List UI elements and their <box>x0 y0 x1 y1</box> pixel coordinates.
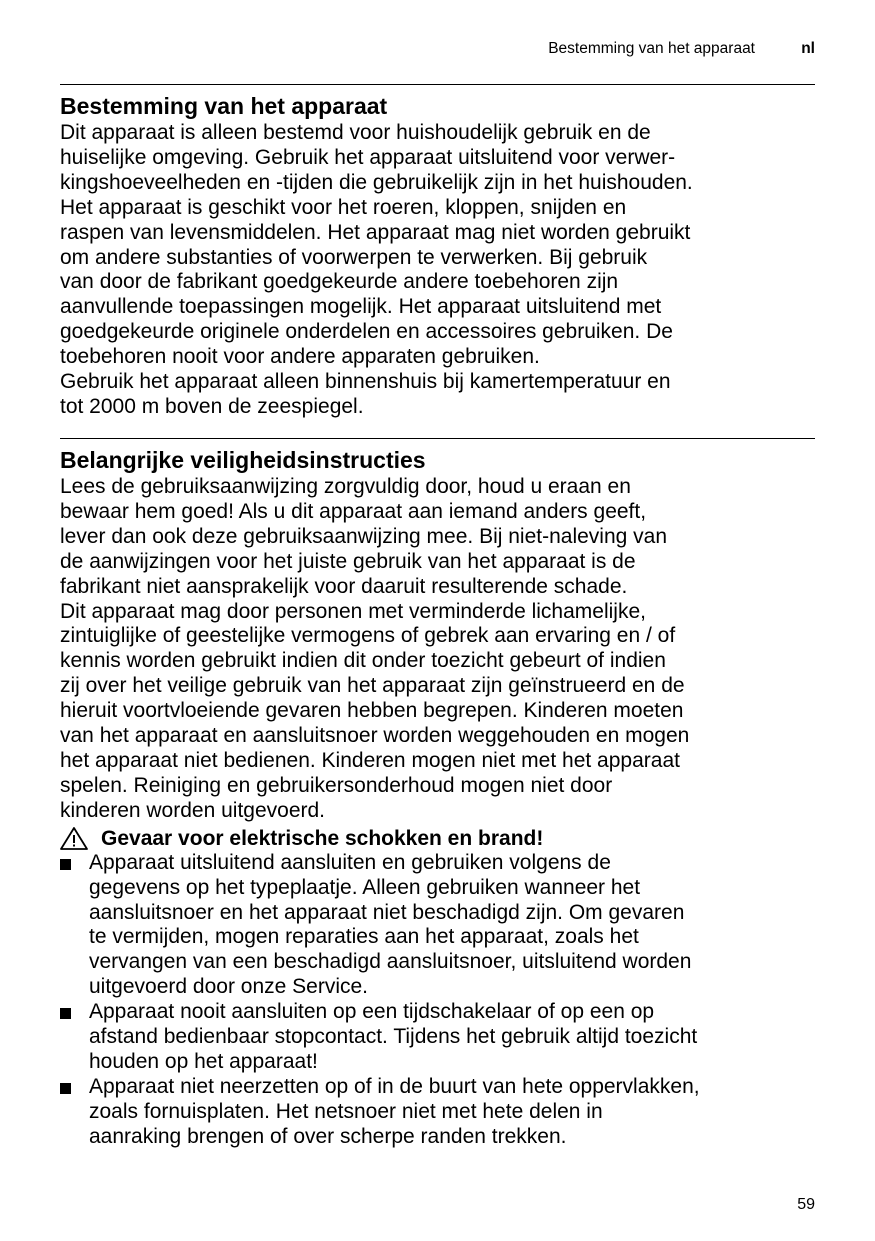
bullet-square-icon <box>60 859 71 870</box>
text-line: kingshoeveelheden en -tijden die gebruikelijk zijn in het huishouden. <box>60 170 693 194</box>
text-line: kinderen worden uitgevoerd. <box>60 798 326 822</box>
text-line: Apparaat nooit aansluiten op een tijdschakelaar of op een op <box>89 1000 655 1024</box>
section-title: Bestemming van het apparaat <box>60 93 388 119</box>
text-line: het apparaat niet bedienen. Kinderen mogen niet met het apparaat <box>60 748 680 772</box>
text-line: goedgekeurde originele onderdelen en accessoires gebruiken. De <box>60 320 673 344</box>
text-line: van het apparaat en aansluitsnoer worden weggehouden en mogen <box>60 724 690 748</box>
page-number: 59 <box>797 1196 815 1213</box>
text-line: bewaar hem goed! Als u dit apparaat aan iemand anders geeft, <box>60 499 647 523</box>
text-line: van door de fabrikant goedgekeurde andere toebehoren zijn <box>60 270 619 294</box>
text-line: om andere substanties of voorwerpen te verwerken. Bij gebruik <box>60 245 648 269</box>
text-line: aanraking brengen of over scherpe randen trekken. <box>89 1124 567 1148</box>
text-line: aansluitsnoer en het apparaat niet beschadigd zijn. Om gevaren <box>89 900 685 924</box>
text-line: toebehoren nooit voor andere apparaten gebruiken. <box>60 345 540 369</box>
text-line: Lees de gebruiksaanwijzing zorgvuldig door, houd u eraan en <box>60 475 631 498</box>
language-code: nl <box>801 40 815 57</box>
bullet-square-icon <box>60 1008 71 1019</box>
text-line: tot 2000 m boven de zeespiegel. <box>60 394 364 418</box>
text-line: lever dan ook deze gebruiksaanwijzing mee. Bij niet-naleving van <box>60 524 668 548</box>
text-line: Apparaat uitsluitend aansluiten en gebruiken volgens de <box>89 850 611 874</box>
text-line: gegevens op het typeplaatje. Alleen gebruiken wanneer het <box>89 875 641 899</box>
text-line: afstand bedienbaar stopcontact. Tijdens het gebruik altijd toezicht <box>89 1025 698 1049</box>
text-line: raspen van levensmiddelen. Het apparaat mag niet worden gebruikt <box>60 220 691 244</box>
text-line: Gebruik het apparaat alleen binnenshuis bij kamertemperatuur en <box>60 370 671 394</box>
warning-heading <box>60 826 815 851</box>
list-item <box>60 851 815 1000</box>
warning-list <box>60 851 815 1150</box>
running-title: Bestemming van het apparaat <box>548 40 755 57</box>
text-line: te vermijden, mogen reparaties aan het apparaat, zoals het <box>89 925 639 949</box>
text-line: Het apparaat is geschikt voor het roeren, kloppen, snijden en <box>60 195 627 219</box>
text-line: huiselijke omgeving. Gebruik het apparaat uitsluitend voor verwer- <box>60 145 676 169</box>
text-line: vervangen van een beschadigd aansluitsnoer, uitsluitend worden <box>89 950 692 974</box>
section-body <box>60 475 815 824</box>
section-body <box>60 121 815 420</box>
text-line: kennis worden gebruikt indien dit onder toezicht gebeurt of indien <box>60 649 666 673</box>
text-line: zij over het veilige gebruik van het apparaat zijn geïnstrueerd en de <box>60 674 685 698</box>
text-line: fabrikant niet aansprakelijk voor daaruit resulterende schade. <box>60 574 628 598</box>
warning-block <box>60 826 815 1150</box>
text-line: zintuiglijke of geestelijke vermogens of gebrek aan ervaring en / of <box>60 624 676 648</box>
list-item <box>60 1075 815 1150</box>
text-line: houden op het apparaat! <box>89 1049 318 1073</box>
section-title: Belangrijke veiligheidsinstructies <box>60 447 426 473</box>
text-line: Dit apparaat is alleen bestemd voor huishoudelijk gebruik en de <box>60 121 651 144</box>
text-line: de aanwijzingen voor het juiste gebruik van het apparaat is de <box>60 549 636 573</box>
text-line: Apparaat niet neerzetten op of in de buurt van hete oppervlakken, <box>89 1074 700 1098</box>
warning-heading-text: Gevaar voor elektrische schokken en brand! <box>101 826 544 850</box>
list-item <box>60 1000 815 1075</box>
text-line: uitgevoerd door onze Service. <box>89 975 368 999</box>
bullet-square-icon <box>60 1083 71 1094</box>
section-intended-use <box>60 84 815 420</box>
text-line: Dit apparaat mag door personen met verminderde lichamelijke, <box>60 599 646 623</box>
text-line: aanvullende toepassingen mogelijk. Het apparaat uitsluitend met <box>60 295 662 319</box>
text-line: hieruit voortvloeiende gevaren hebben begrepen. Kinderen moeten <box>60 699 684 723</box>
text-line: zoals fornuisplaten. Het netsnoer niet met hete delen in <box>89 1099 603 1123</box>
warning-triangle-icon <box>59 826 89 851</box>
section-safety-instructions <box>60 438 815 1150</box>
text-line: spelen. Reiniging en gebruikersonderhoud mogen niet door <box>60 773 613 797</box>
running-header <box>60 40 815 62</box>
